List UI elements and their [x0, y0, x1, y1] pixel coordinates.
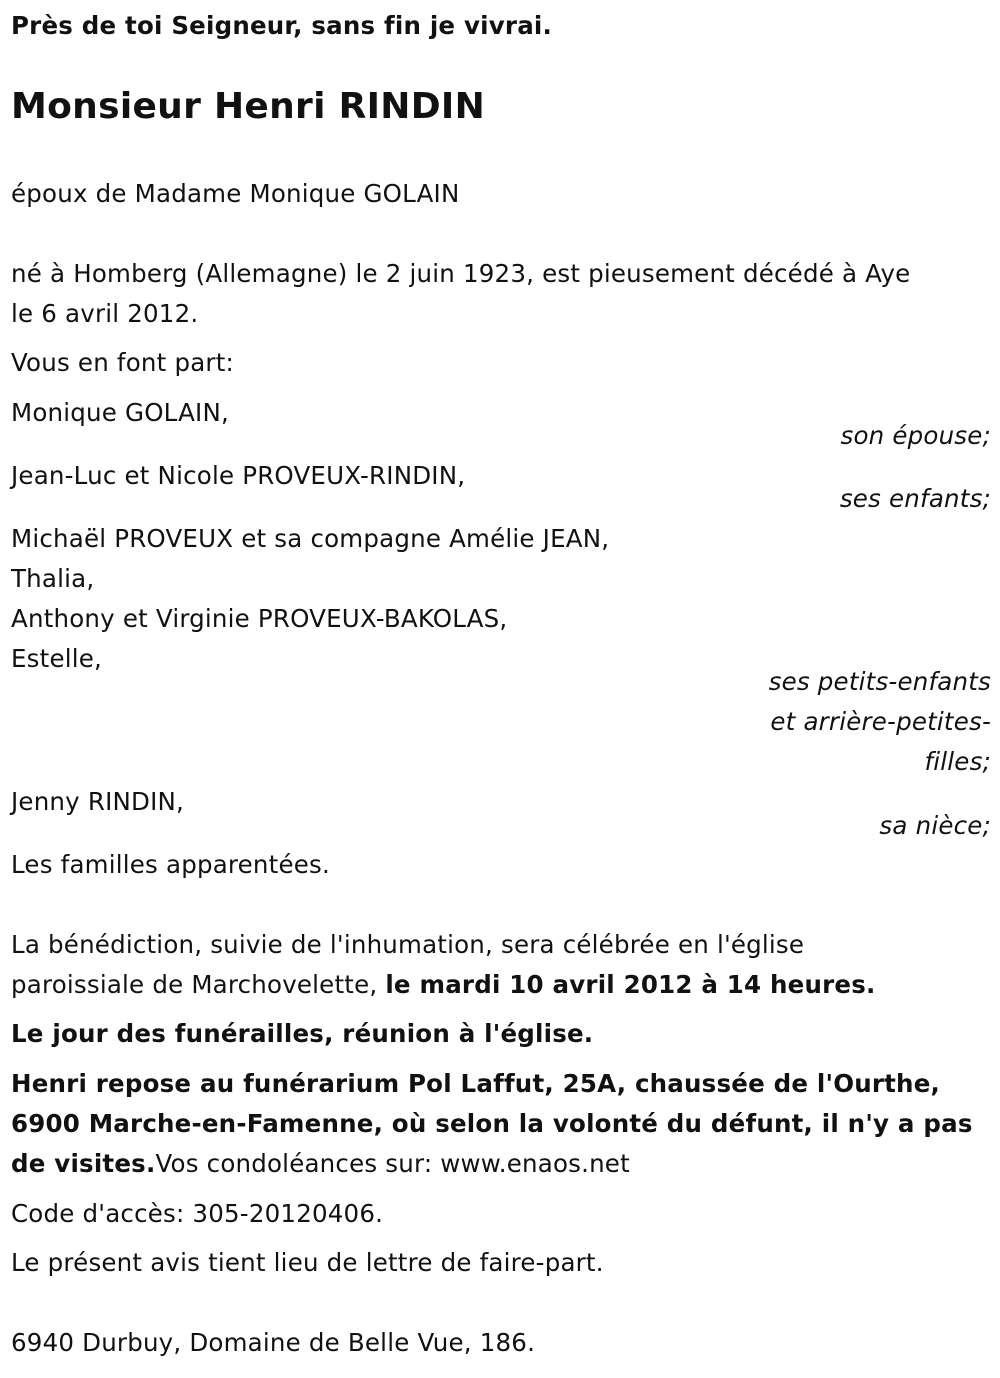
no-visits-text: de visites.	[11, 1149, 156, 1178]
obituary-notice	[11, 0, 991, 1378]
announcement-intro: Vous en font part:	[11, 348, 234, 377]
grandchild-line: Thalia,	[11, 564, 95, 593]
relatives-line: Les familles apparentées.	[11, 850, 330, 879]
spouse-line: époux de Madame Monique GOLAIN	[11, 179, 460, 208]
funerarium-line-3	[11, 1144, 630, 1184]
grandchild-line: Anthony et Virginie PROVEUX-BAKOLAS,	[11, 604, 508, 633]
grandchild-line: Michaël PROVEUX et sa compagne Amélie JEAN,	[11, 524, 610, 553]
wife-name: Monique GOLAIN,	[11, 398, 229, 427]
ceremony-line-1: La bénédiction, suivie de l'inhumation, sera célébrée en l'église	[11, 930, 805, 959]
deceased-name: Monsieur Henri RINDIN	[11, 86, 486, 127]
grandchildren-role-line: et arrière-petites-	[770, 707, 991, 736]
grandchildren-role-line: ses petits-enfants	[768, 667, 991, 696]
children-names: Jean-Luc et Nicole PROVEUX-RINDIN,	[11, 461, 466, 490]
birth-death-line-2: le 6 avril 2012.	[11, 299, 199, 328]
access-code: Code d'accès: 305-20120406.	[11, 1199, 384, 1228]
address-line: 6940 Durbuy, Domaine de Belle Vue, 186.	[11, 1328, 536, 1357]
niece-role: sa nièce;	[879, 811, 991, 840]
grandchild-line: Estelle,	[11, 644, 102, 673]
birth-death-line-1: né à Homberg (Allemagne) le 2 juin 1923, est pieusement décédé à Aye	[11, 259, 911, 288]
grandchildren-role-line: filles;	[924, 747, 991, 776]
condolences-text: Vos condoléances sur: www.enaos.net	[155, 1149, 630, 1178]
ceremony-date-time: le mardi 10 avril 2012 à 14 heures.	[385, 970, 876, 999]
niece-name: Jenny RINDIN,	[11, 787, 185, 816]
reunion-line: Le jour des funérailles, réunion à l'église.	[11, 1019, 594, 1048]
ceremony-location: paroissiale de Marchovelette,	[11, 970, 386, 999]
funerarium-line-1: Henri repose au funérarium Pol Laffut, 25A, chaussée de l'Ourthe,	[11, 1069, 941, 1098]
verse: Près de toi Seigneur, sans fin je vivrai.	[11, 11, 553, 40]
ceremony-line-2	[11, 965, 876, 1005]
notice-line: Le présent avis tient lieu de lettre de faire-part.	[11, 1248, 604, 1277]
funerarium-line-2: 6900 Marche-en-Famenne, où selon la volonté du défunt, il n'y a pas	[11, 1109, 973, 1138]
wife-role: son épouse;	[840, 421, 991, 450]
children-role: ses enfants;	[839, 484, 991, 513]
